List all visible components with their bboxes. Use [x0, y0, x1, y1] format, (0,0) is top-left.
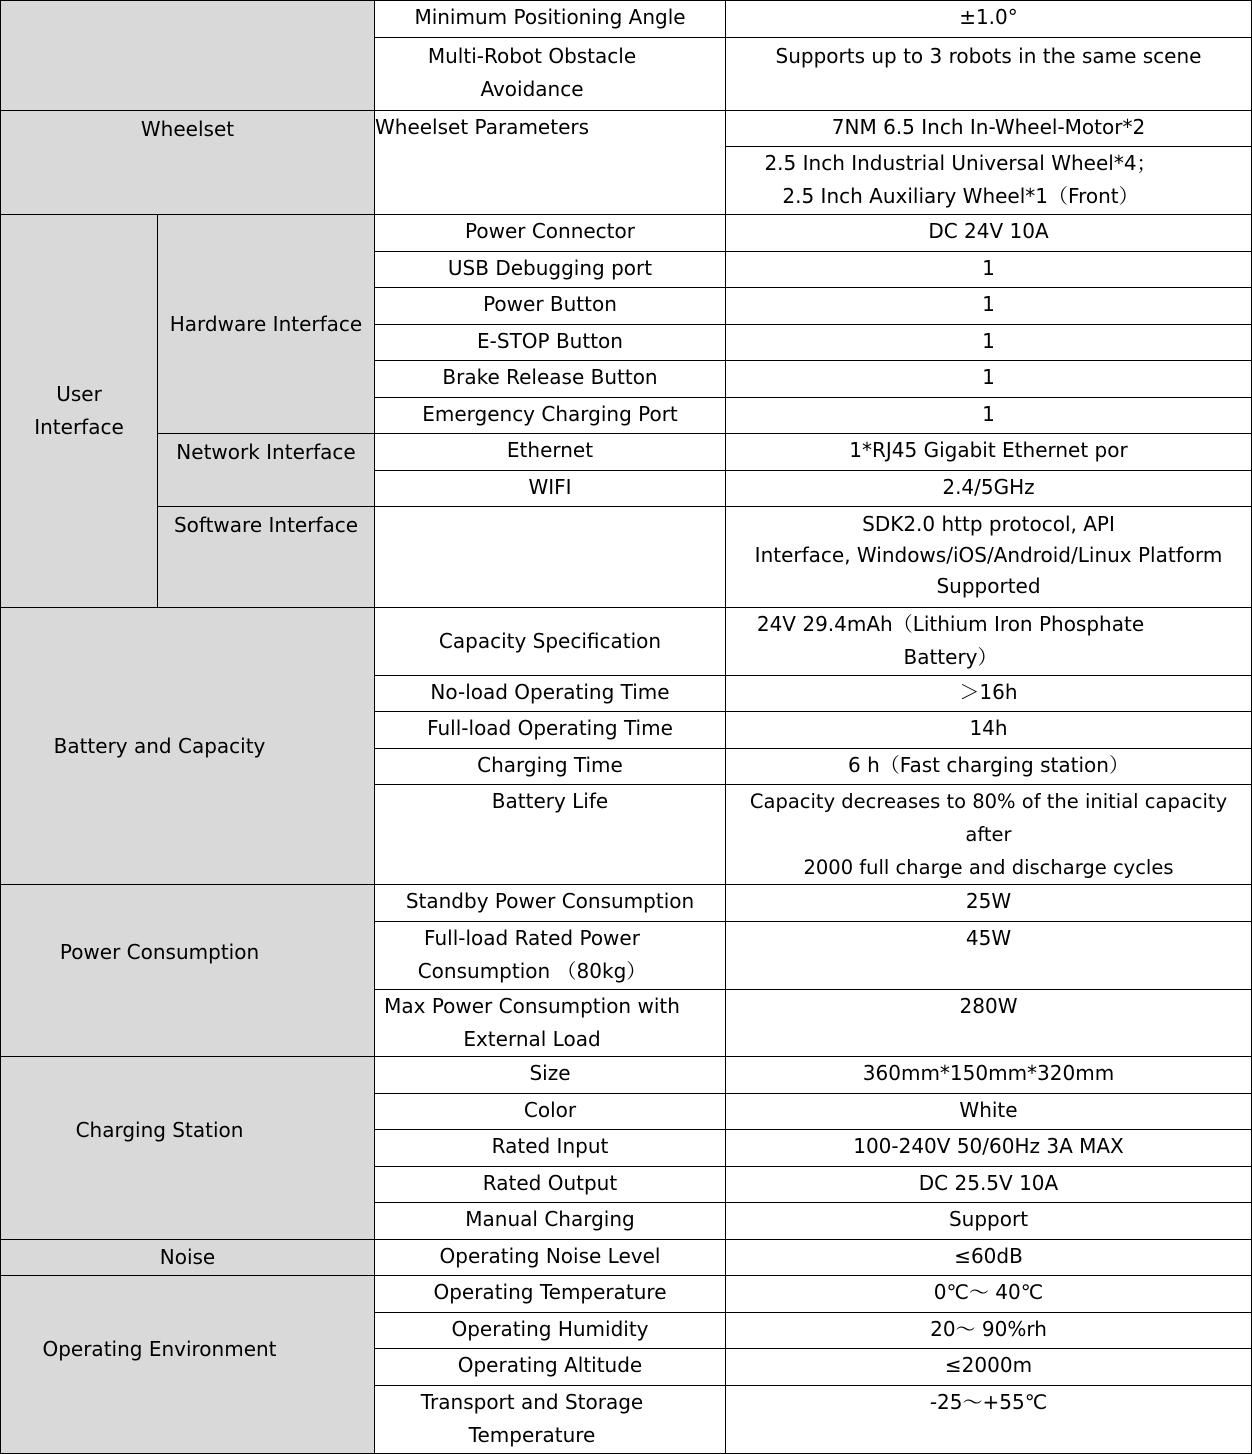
value-cell: 1 — [726, 325, 1252, 361]
param-cell: Full-load Operating Time — [375, 712, 726, 749]
group-user-interface — [1, 215, 158, 608]
value-cell: 1 — [726, 398, 1252, 434]
param-cell: Rated Output — [375, 1167, 726, 1203]
param-cell — [375, 1386, 726, 1454]
param-cell — [375, 922, 726, 990]
group-cell-top — [1, 1, 375, 111]
value-text: 2.5 Inch Industrial Universal Wheel*4； 2.5 Inch Auxiliary Wheel*1（Front） — [764, 151, 1157, 208]
value-cell: 1 — [726, 361, 1252, 398]
param-cell: E-STOP Button — [375, 325, 726, 361]
group-software-interface: Software Interface — [158, 507, 375, 608]
param-cell: Ethernet — [375, 434, 726, 471]
param-cell: Operating Altitude — [375, 1349, 726, 1386]
group-environment: Operating Environment — [1, 1276, 375, 1454]
value-text: SDK2.0 http protocol, API Interface, Windows/iOS/Android/Linux Platform Supported — [754, 512, 1223, 598]
value-cell — [726, 785, 1252, 885]
param-cell: Power Button — [375, 288, 726, 325]
value-cell: DC 24V 10A — [726, 215, 1252, 252]
param-cell: Size — [375, 1057, 726, 1094]
param-cell: Brake Release Button — [375, 361, 726, 398]
param-text: Multi-Robot Obstacle Avoidance — [427, 44, 637, 101]
value-text: Capacity decreases to 80% of the initial capacity after 2000 full charge and discharge cycles — [749, 790, 1228, 879]
param-cell: Manual Charging — [375, 1203, 726, 1240]
param-cell: Battery Life — [375, 785, 726, 885]
group-network-interface: Network Interface — [158, 434, 375, 507]
param-cell: Rated Input — [375, 1130, 726, 1167]
value-cell: DC 25.5V 10A — [726, 1167, 1252, 1203]
param-cell: Power Connector — [375, 215, 726, 252]
param-text: Max Power Consumption with External Load — [384, 994, 680, 1051]
param-cell: Minimum Positioning Angle — [375, 1, 726, 38]
value-cell: White — [726, 1094, 1252, 1130]
param-cell — [375, 990, 726, 1057]
value-cell: 25W — [726, 885, 1252, 922]
param-cell: Wheelset Parameters — [375, 111, 726, 215]
value-cell — [726, 507, 1252, 608]
param-cell: Operating Temperature — [375, 1276, 726, 1313]
param-cell: Color — [375, 1094, 726, 1130]
param-cell: Charging Time — [375, 749, 726, 785]
param-cell: WIFI — [375, 471, 726, 507]
value-cell: 280W — [726, 990, 1252, 1057]
param-cell: Capacity Specification — [375, 608, 726, 676]
param-text: Full-load Rated Power Consumption （80kg） — [417, 926, 647, 983]
param-cell: Operating Humidity — [375, 1313, 726, 1349]
value-cell: 45W — [726, 922, 1252, 990]
param-cell: Emergency Charging Port — [375, 398, 726, 434]
value-cell — [726, 147, 1252, 215]
group-noise: Noise — [1, 1240, 375, 1276]
value-text: 24V 29.4mAh（Lithium Iron Phosphate Battery） — [756, 612, 1145, 669]
param-cell — [375, 38, 726, 111]
value-cell: 100-240V 50/60Hz 3A MAX — [726, 1130, 1252, 1167]
param-cell: No-load Operating Time — [375, 676, 726, 712]
value-cell: Supports up to 3 robots in the same scene — [726, 38, 1252, 111]
value-cell: Support — [726, 1203, 1252, 1240]
value-cell: 2.4/5GHz — [726, 471, 1252, 507]
value-cell: 1 — [726, 252, 1252, 288]
value-cell: 360mm*150mm*320mm — [726, 1057, 1252, 1094]
param-cell — [375, 507, 726, 608]
value-cell: 20～ 90%rh — [726, 1313, 1252, 1349]
value-cell: 14h — [726, 712, 1252, 749]
value-cell: ±1.0° — [726, 1, 1252, 38]
value-cell: 7NM 6.5 Inch In-Wheel-Motor*2 — [726, 111, 1252, 147]
value-cell: 1 — [726, 288, 1252, 325]
group-wheelset: Wheelset — [1, 111, 375, 215]
group-power: Power Consumption — [1, 885, 375, 1057]
group-text: User Interface — [34, 382, 124, 439]
group-charging-station: Charging Station — [1, 1057, 375, 1240]
value-cell: 6 h（Fast charging station） — [726, 749, 1252, 785]
value-cell: ≤2000m — [726, 1349, 1252, 1386]
param-cell: Standby Power Consumption — [375, 885, 726, 922]
value-cell: 0℃～ 40℃ — [726, 1276, 1252, 1313]
param-cell: Operating Noise Level — [375, 1240, 726, 1276]
group-battery: Battery and Capacity — [1, 608, 375, 885]
param-cell: USB Debugging port — [375, 252, 726, 288]
value-cell: 1*RJ45 Gigabit Ethernet por — [726, 434, 1252, 471]
param-text: Transport and Storage Temperature — [420, 1390, 644, 1447]
group-hardware-interface: Hardware Interface — [158, 215, 375, 434]
value-cell — [726, 608, 1252, 676]
value-cell: ＞16h — [726, 676, 1252, 712]
value-cell: -25～+55℃ — [726, 1386, 1252, 1454]
value-cell: ≤60dB — [726, 1240, 1252, 1276]
